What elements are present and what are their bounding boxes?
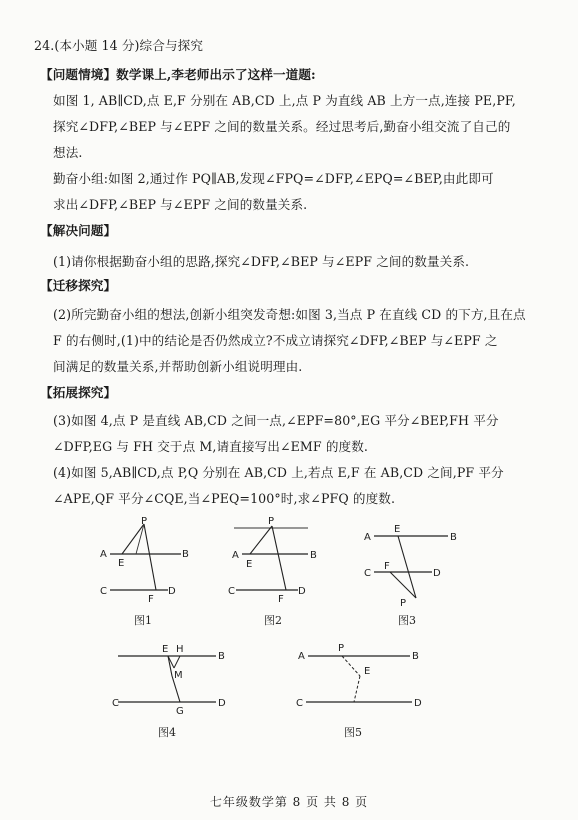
- label-b: B: [218, 651, 225, 662]
- label-p: P: [400, 598, 407, 609]
- label-e: E: [246, 559, 253, 570]
- label-a: A: [100, 549, 107, 560]
- segment-fh: [174, 656, 180, 668]
- label-b: B: [450, 532, 457, 543]
- question-2: (2)所完勤奋小组的想法,创新小组突发奇想:如图 3,当点 P 在直线 CD 的下方,且在点: [53, 307, 526, 322]
- label-c: C: [228, 586, 235, 597]
- problem-line: 探究∠DFP,∠BEP 与∠EPF 之间的数量关系。经过思考后,勤奋小组交流了自己的: [53, 119, 511, 134]
- figure-3: [360, 512, 460, 630]
- section-heading: 【迁移探究】: [40, 278, 117, 293]
- section-heading: 【拓展探究】: [40, 385, 117, 400]
- caption-fig5: 图5: [344, 726, 362, 739]
- segment-pe: [250, 526, 272, 554]
- label-p: P: [268, 516, 275, 527]
- figure-2: [226, 512, 326, 630]
- figure-4: [112, 640, 232, 740]
- segment-pe-alt: [136, 524, 144, 554]
- label-e: E: [162, 644, 169, 655]
- label-d: D: [218, 698, 226, 709]
- label-e: E: [118, 558, 125, 569]
- label-d: D: [414, 698, 422, 709]
- label-b: B: [412, 651, 419, 662]
- label-p: P: [141, 516, 148, 527]
- label-p: P: [338, 643, 345, 654]
- label-f: F: [278, 594, 284, 605]
- caption-fig1: 图1: [134, 614, 152, 627]
- segment-pf: [144, 524, 156, 590]
- figure-1: [96, 512, 196, 630]
- segment-pf: [272, 526, 286, 590]
- problem-line: 【问题情境】数学课上,李老师出示了这样一道题:: [40, 67, 316, 82]
- label-b: B: [310, 550, 317, 561]
- label-c: C: [364, 568, 371, 579]
- question-3-line: ∠DFP,EG 与 FH 交于点 M,请直接写出∠EMF 的度数.: [53, 439, 369, 454]
- caption-fig2: 图2: [264, 614, 282, 627]
- segment-eq: [354, 676, 360, 702]
- section-heading: 【解决问题】: [40, 223, 117, 238]
- segment-pe: [122, 524, 144, 554]
- label-c: C: [100, 586, 107, 597]
- page-footer: 七年级数学第 8 页 共 8 页: [209, 795, 369, 809]
- label-f: F: [148, 594, 154, 605]
- label-d: D: [433, 568, 441, 579]
- label-d: D: [168, 586, 176, 597]
- label-a: A: [232, 550, 239, 561]
- question-1: (1)请你根据勤奋小组的思路,探究∠DFP,∠BEP 与∠EPF 之间的数量关系.: [53, 254, 470, 269]
- label-m: M: [174, 670, 183, 681]
- label-g: G: [176, 706, 184, 717]
- label-e: E: [364, 666, 371, 677]
- question-4: (4)如图 5,AB∥CD,点 P,Q 分别在 AB,CD 上,若点 E,F 在 AB,CD 之间,PF 平分: [53, 465, 504, 480]
- question-3: (3)如图 4,点 P 是直线 AB,CD 之间一点,∠EPF=80°,EG 平分∠BEP,FH 平分: [53, 413, 499, 428]
- problem-line: 求出∠DFP,∠BEP 与∠EPF 之间的数量关系.: [53, 197, 308, 212]
- label-d: D: [298, 586, 306, 597]
- label-h: H: [176, 644, 184, 655]
- question-4-line: ∠APE,QF 平分∠CQE,当∠PEQ=100°时,求∠PFQ 的度数.: [53, 491, 396, 506]
- label-e: E: [394, 524, 401, 535]
- segment-pe: [342, 656, 360, 676]
- caption-fig3: 图3: [398, 614, 416, 627]
- label-b: B: [182, 549, 189, 560]
- question-2-line: 间满足的数量关系,并帮助创新小组说明理由.: [53, 359, 303, 374]
- label-c: C: [112, 698, 119, 709]
- problem-line: 如图 1, AB∥CD,点 E,F 分别在 AB,CD 上,点 P 为直线 AB 上方一点,连接 PE,PF,: [53, 93, 516, 108]
- label-a: A: [364, 532, 371, 543]
- question-2-line: F 的右侧时,(1)中的结论是否仍然成立?不成立请探究∠DFP,∠BEP 与∠EPF 之: [53, 333, 498, 348]
- label-c: C: [296, 698, 303, 709]
- problem-header: 24.(本小题 14 分)综合与探究: [34, 38, 204, 53]
- figure-5: [294, 640, 434, 740]
- label-f: F: [384, 561, 390, 572]
- label-a: A: [298, 651, 305, 662]
- problem-line: 勤奋小组:如图 2,通过作 PQ∥AB,发现∠FPQ=∠DFP,∠EPQ=∠BEP,由此即可: [53, 171, 494, 186]
- problem-line: 想法.: [53, 145, 83, 160]
- caption-fig4: 图4: [158, 726, 176, 739]
